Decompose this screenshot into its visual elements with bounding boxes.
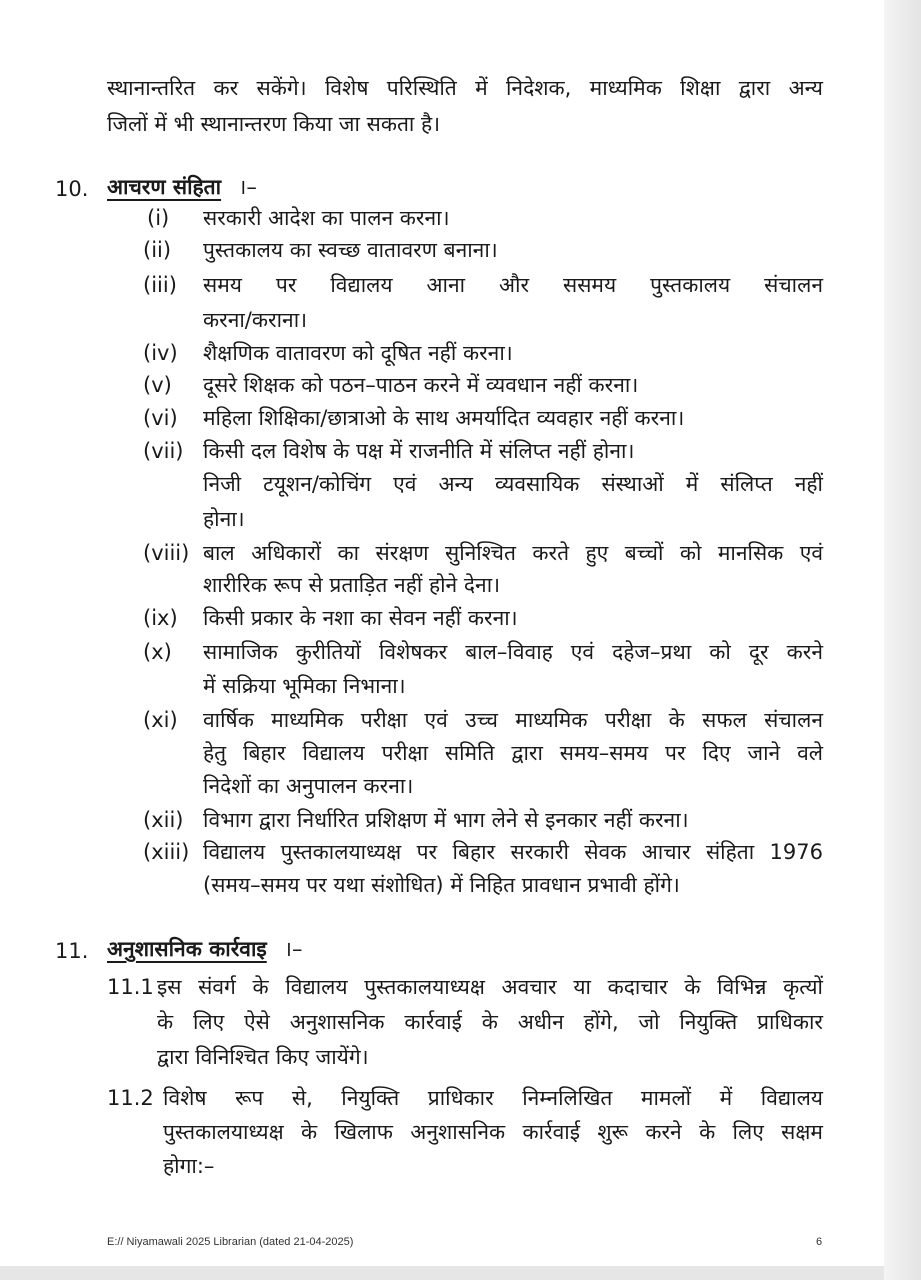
item-text: शैक्षणिक वातावरण को दूषित नहीं करना। (203, 341, 513, 365)
item-label: (ii) (143, 238, 172, 262)
item-label: (xiii) (143, 840, 190, 864)
item-text: महिला शिक्षिका/छात्राओ के साथ अमर्यादित व्यवहार नहीं करना। (203, 406, 685, 430)
section-11-number: 11. (55, 939, 89, 963)
item-text: किसी दल विशेष के पक्ष में राजनीति में संलिप्त नहीं होना। (203, 439, 635, 463)
intro-line-1: स्थानान्तरित कर सकेंगे। विशेष परिस्थिति में निदेशक, माध्यमिक शिक्षा द्वारा अन्य (107, 76, 823, 100)
item-text: दूसरे शिक्षक को पठन–पाठन करने में व्यवधान नहीं करना। (203, 373, 639, 397)
para-text-cont: द्वारा विनिश्चित किए जायेंगे। (157, 1045, 369, 1069)
item-label: (x) (143, 640, 172, 664)
para-text-cont: पुस्तकालयाध्यक्ष के खिलाफ अनुशासनिक कार्रवाई शुरू करने के लिए सक्षम (163, 1120, 823, 1144)
item-label: (v) (143, 373, 172, 397)
item-text: समय पर विद्यालय आना और ससमय पुस्तकालय संचालन (203, 273, 823, 297)
para-text-cont: होगा:– (163, 1154, 215, 1178)
item-label: (iii) (143, 273, 177, 297)
para-text-cont: के लिए ऐसे अनुशासनिक कार्रवाई के अधीन होंगे, जो नियुक्ति प्राधिकार (157, 1010, 823, 1034)
item-text-cont: निदेशों का अनुपालन करना। (203, 774, 414, 798)
item-text-cont: करना/कराना। (203, 308, 308, 332)
item-label: (xi) (143, 708, 178, 732)
item-text-cont: में सक्रिया भूमिका निभाना। (203, 674, 406, 698)
para-text: विशेष रूप से, नियुक्ति प्राधिकार निम्नलिखित मामलों में विद्यालय (163, 1086, 823, 1110)
item-text: बाल अधिकारों का संरक्षण सुनिश्चित करते हुए बच्चों को मानसिक एवं (203, 541, 823, 565)
section-11-suffix: ।– (284, 937, 303, 961)
item-text-cont: शारीरिक रूप से प्रताड़ित नहीं होने देना। (203, 573, 501, 597)
intro-line-2: जिलों में भी स्थानान्तरण किया जा सकता है। (107, 112, 441, 136)
item-text-cont: हेतु बिहार विद्यालय परीक्षा समिति द्वारा समय–समय पर दिए जाने वले (203, 741, 823, 765)
item-label: (vi) (143, 406, 178, 430)
item-label: (vii) (143, 439, 184, 463)
section-10-number: 10. (55, 177, 89, 201)
item-text: पुस्तकालय का स्वच्छ वातावरण बनाना। (203, 238, 498, 262)
section-10-suffix: ।– (238, 175, 257, 199)
para-label: 11.1 (107, 975, 154, 999)
item-text: सामाजिक कुरीतियों विशेषकर बाल–विवाह एवं दहेज–प्रथा को दूर करने (203, 640, 823, 664)
item-text: विभाग द्वारा निर्धारित प्रशिक्षण में भाग लेने से इनकार नहीं करना। (203, 808, 689, 832)
page-bottom-edge (0, 1266, 884, 1280)
item-text: किसी प्रकार के नशा का सेवन नहीं करना। (203, 606, 518, 630)
item-label: (xii) (143, 808, 184, 832)
item-text-cont: होना। (203, 507, 245, 531)
footer-page-number: 6 (816, 1236, 823, 1248)
item-text-cont: (समय–समय पर यथा संशोधित) में निहित प्रावधान प्रभावी होंगे। (203, 873, 680, 897)
section-11-title: अनुशासनिक कार्रवाइ (107, 937, 267, 961)
footer-file-path: E:// Niyamawali 2025 Librarian (dated 21-04-2025) (107, 1236, 354, 1248)
section-10-heading (107, 170, 257, 204)
section-11-heading (107, 932, 303, 966)
item-label: (iv) (143, 341, 178, 365)
para-text: इस संवर्ग के विद्यालय पुस्तकालयाध्यक्ष अवचार या कदाचार के विभिन्न कृत्यों (157, 975, 823, 999)
item-label: (ix) (143, 606, 178, 630)
para-label: 11.2 (107, 1086, 154, 1110)
item-text: वार्षिक माध्यमिक परीक्षा एवं उच्च माध्यमिक परीक्षा के सफल संचालन (203, 708, 823, 732)
item-label: (i) (147, 206, 170, 230)
item-text-cont: निजी टयूशन/कोचिंग एवं अन्य व्यवसायिक संस्थाओं में संलिप्त नहीं (203, 472, 823, 496)
item-label: (viii) (143, 541, 190, 565)
item-text: सरकारी आदेश का पालन करना। (203, 206, 450, 230)
section-10-title: आचरण संहिता (107, 175, 222, 199)
page-edge (884, 0, 921, 1280)
item-text: विद्यालय पुस्तकालयाध्यक्ष पर बिहार सरकारी सेवक आचार संहिता 1976 (203, 840, 823, 864)
